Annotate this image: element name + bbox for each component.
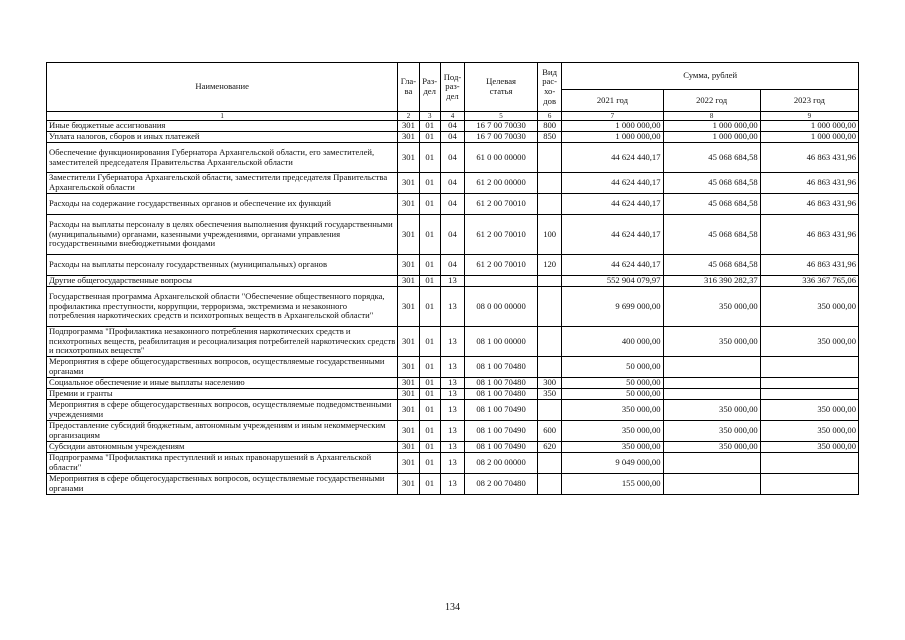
row-subsection: 04 (440, 121, 464, 132)
row-name: Подпрограмма "Профилактика преступлений и иных правонарушений в Архангельской области" (47, 453, 398, 474)
table-row (47, 442, 859, 453)
row-subsection: 13 (440, 327, 464, 357)
row-sum-2023 (760, 474, 858, 495)
row-target-article: 61 2 00 00000 (465, 173, 538, 194)
row-expense-type: 300 (538, 378, 562, 389)
row-sum-2023 (760, 378, 858, 389)
row-subsection: 13 (440, 442, 464, 453)
row-chapter: 301 (398, 173, 419, 194)
row-section: 01 (419, 287, 440, 327)
row-sum-2022: 316 390 282,37 (663, 276, 760, 287)
row-subsection: 13 (440, 400, 464, 421)
row-name: Субсидии автономным учреждениям (47, 442, 398, 453)
row-section: 01 (419, 276, 440, 287)
row-chapter: 301 (398, 453, 419, 474)
row-section: 01 (419, 453, 440, 474)
row-name: Иные бюджетные ассигнования (47, 121, 398, 132)
row-target-article: 08 1 00 00000 (465, 327, 538, 357)
row-name: Уплата налогов, сборов и иных платежей (47, 132, 398, 143)
row-target-article: 61 2 00 70010 (465, 194, 538, 215)
row-sum-2021: 9 699 000,00 (562, 287, 663, 327)
row-sum-2023: 1 000 000,00 (760, 132, 858, 143)
column-number: 9 (760, 112, 858, 121)
row-expense-type (538, 173, 562, 194)
row-sum-2021: 50 000,00 (562, 378, 663, 389)
row-name: Подпрограмма "Профилактика незаконного потребления наркотических средств и психотропных веществ, реабилитация и ресоциализация потребителей наркотических средств и психотропных веществ" (47, 327, 398, 357)
row-sum-2022 (663, 453, 760, 474)
row-subsection: 04 (440, 143, 464, 173)
row-sum-2023: 350 000,00 (760, 287, 858, 327)
row-sum-2022 (663, 474, 760, 495)
row-sum-2021: 350 000,00 (562, 442, 663, 453)
row-subsection: 04 (440, 194, 464, 215)
table-row (47, 357, 859, 378)
row-subsection: 13 (440, 421, 464, 442)
table-row (47, 453, 859, 474)
header-target: Целевая статья (465, 63, 538, 112)
table-row (47, 474, 859, 495)
header-section: Раз- дел (419, 63, 440, 112)
row-sum-2022: 350 000,00 (663, 400, 760, 421)
header-chapter: Гла- ва (398, 63, 419, 112)
row-section: 01 (419, 255, 440, 276)
row-sum-2022 (663, 378, 760, 389)
row-sum-2023: 336 367 765,06 (760, 276, 858, 287)
header-type: Вид рас- хо- дов (538, 63, 562, 112)
row-sum-2023: 1 000 000,00 (760, 121, 858, 132)
row-chapter: 301 (398, 400, 419, 421)
row-subsection: 13 (440, 276, 464, 287)
row-subsection: 13 (440, 474, 464, 495)
row-chapter: 301 (398, 474, 419, 495)
row-chapter: 301 (398, 421, 419, 442)
row-section: 01 (419, 421, 440, 442)
row-sum-2022: 45 068 684,58 (663, 194, 760, 215)
table-row (47, 143, 859, 173)
row-name: Мероприятия в сфере общегосударственных вопросов, осуществляемые государственными органами (47, 474, 398, 495)
column-number: 7 (562, 112, 663, 121)
row-chapter: 301 (398, 442, 419, 453)
row-target-article: 08 1 00 70480 (465, 357, 538, 378)
row-subsection: 13 (440, 389, 464, 400)
row-name: Расходы на содержание государственных органов и обеспечение их функций (47, 194, 398, 215)
row-sum-2023: 350 000,00 (760, 442, 858, 453)
row-section: 01 (419, 357, 440, 378)
column-number: 4 (440, 112, 464, 121)
row-section: 01 (419, 132, 440, 143)
row-expense-type (538, 474, 562, 495)
row-sum-2022: 45 068 684,58 (663, 255, 760, 276)
header-name: Наименование (47, 63, 398, 112)
row-expense-type: 850 (538, 132, 562, 143)
row-sum-2023: 46 863 431,96 (760, 173, 858, 194)
row-sum-2021: 44 624 440,17 (562, 143, 663, 173)
row-sum-2021: 400 000,00 (562, 327, 663, 357)
row-expense-type (538, 194, 562, 215)
row-sum-2022: 45 068 684,58 (663, 215, 760, 255)
table-row (47, 287, 859, 327)
row-sum-2021: 9 049 000,00 (562, 453, 663, 474)
row-section: 01 (419, 327, 440, 357)
row-expense-type (538, 287, 562, 327)
row-target-article: 16 7 00 70030 (465, 121, 538, 132)
row-expense-type: 620 (538, 442, 562, 453)
row-sum-2022: 350 000,00 (663, 421, 760, 442)
row-subsection: 04 (440, 255, 464, 276)
row-name: Премии и гранты (47, 389, 398, 400)
row-chapter: 301 (398, 215, 419, 255)
row-sum-2021: 155 000,00 (562, 474, 663, 495)
row-target-article: 08 2 00 00000 (465, 453, 538, 474)
row-target-article: 08 1 00 70480 (465, 389, 538, 400)
row-section: 01 (419, 143, 440, 173)
row-target-article: 08 1 00 70480 (465, 378, 538, 389)
row-sum-2021: 1 000 000,00 (562, 132, 663, 143)
row-name: Обеспечение функционирования Губернатора Архангельской области, его заместителей, заместителей председателя Правительства Архангельской области (47, 143, 398, 173)
row-sum-2023: 350 000,00 (760, 327, 858, 357)
row-sum-2023: 46 863 431,96 (760, 194, 858, 215)
row-section: 01 (419, 474, 440, 495)
row-subsection: 04 (440, 215, 464, 255)
row-chapter: 301 (398, 255, 419, 276)
row-chapter: 301 (398, 143, 419, 173)
column-number: 8 (663, 112, 760, 121)
row-target-article: 08 1 00 70490 (465, 421, 538, 442)
row-target-article (465, 276, 538, 287)
row-name: Заместители Губернатора Архангельской области, заместители председателя Правительства Архангельской области (47, 173, 398, 194)
row-target-article: 61 2 00 70010 (465, 215, 538, 255)
row-section: 01 (419, 194, 440, 215)
row-sum-2021: 552 904 079,97 (562, 276, 663, 287)
row-target-article: 61 2 00 70010 (465, 255, 538, 276)
row-target-article: 08 0 00 00000 (465, 287, 538, 327)
row-name: Мероприятия в сфере общегосударственных вопросов, осуществляемые государственными органами (47, 357, 398, 378)
row-expense-type: 800 (538, 121, 562, 132)
row-sum-2022: 45 068 684,58 (663, 173, 760, 194)
row-sum-2021: 44 624 440,17 (562, 173, 663, 194)
row-expense-type (538, 143, 562, 173)
row-sum-2022: 350 000,00 (663, 442, 760, 453)
row-expense-type (538, 357, 562, 378)
row-subsection: 13 (440, 357, 464, 378)
table-row (47, 276, 859, 287)
row-name: Мероприятия в сфере общегосударственных вопросов, осуществляемые подведомственными учреждениями (47, 400, 398, 421)
row-sum-2021: 44 624 440,17 (562, 194, 663, 215)
row-subsection: 04 (440, 173, 464, 194)
row-section: 01 (419, 173, 440, 194)
row-chapter: 301 (398, 327, 419, 357)
row-subsection: 13 (440, 453, 464, 474)
row-sum-2021: 350 000,00 (562, 421, 663, 442)
row-name: Социальное обеспечение и иные выплаты населению (47, 378, 398, 389)
row-expense-type: 100 (538, 215, 562, 255)
column-number: 3 (419, 112, 440, 121)
row-chapter: 301 (398, 276, 419, 287)
column-number: 2 (398, 112, 419, 121)
row-sum-2022: 350 000,00 (663, 287, 760, 327)
row-section: 01 (419, 121, 440, 132)
budget-table (46, 62, 859, 495)
row-subsection: 13 (440, 378, 464, 389)
row-sum-2022 (663, 357, 760, 378)
row-subsection: 13 (440, 287, 464, 327)
row-target-article: 61 0 00 00000 (465, 143, 538, 173)
row-name: Расходы на выплаты персоналу в целях обеспечения выполнения функций государственными (муниципальными) органами, казенными учреждениями, органами управления государственными внебюджетными фондами (47, 215, 398, 255)
table-row (47, 121, 859, 132)
row-name: Другие общегосударственные вопросы (47, 276, 398, 287)
table-row (47, 194, 859, 215)
table-row (47, 378, 859, 389)
row-sum-2022: 1 000 000,00 (663, 121, 760, 132)
table-row (47, 421, 859, 442)
row-sum-2021: 44 624 440,17 (562, 215, 663, 255)
page-number: 134 (445, 602, 460, 613)
row-chapter: 301 (398, 121, 419, 132)
row-expense-type: 600 (538, 421, 562, 442)
row-expense-type (538, 400, 562, 421)
row-sum-2023: 350 000,00 (760, 421, 858, 442)
row-sum-2021: 50 000,00 (562, 357, 663, 378)
row-sum-2022: 350 000,00 (663, 327, 760, 357)
row-section: 01 (419, 400, 440, 421)
header-subsection: Под- раз- дел (440, 63, 464, 112)
row-expense-type (538, 453, 562, 474)
row-sum-2022: 1 000 000,00 (663, 132, 760, 143)
row-subsection: 04 (440, 132, 464, 143)
row-expense-type: 120 (538, 255, 562, 276)
row-sum-2023: 46 863 431,96 (760, 215, 858, 255)
row-section: 01 (419, 442, 440, 453)
row-sum-2023: 46 863 431,96 (760, 255, 858, 276)
row-chapter: 301 (398, 194, 419, 215)
row-sum-2022: 45 068 684,58 (663, 143, 760, 173)
row-sum-2023 (760, 389, 858, 400)
row-name: Государственная программа Архангельской области "Обеспечение общественного порядка, профилактика преступности, коррупции, терроризма, экстремизма и незаконного потребления наркотических средств и психотропных веществ в Архангельской области" (47, 287, 398, 327)
table-body (47, 121, 859, 495)
table-row (47, 215, 859, 255)
row-sum-2023 (760, 453, 858, 474)
row-sum-2021: 1 000 000,00 (562, 121, 663, 132)
row-expense-type (538, 276, 562, 287)
row-sum-2021: 50 000,00 (562, 389, 663, 400)
column-number: 1 (47, 112, 398, 121)
table-row (47, 400, 859, 421)
table-row (47, 327, 859, 357)
header-year-2023: 2023 год (760, 90, 858, 112)
row-section: 01 (419, 389, 440, 400)
header-sum: Сумма, рублей (562, 63, 859, 90)
row-sum-2022 (663, 389, 760, 400)
row-sum-2023: 350 000,00 (760, 400, 858, 421)
row-sum-2021: 44 624 440,17 (562, 255, 663, 276)
header-year-2022: 2022 год (663, 90, 760, 112)
row-target-article: 16 7 00 70030 (465, 132, 538, 143)
row-section: 01 (419, 215, 440, 255)
row-target-article: 08 2 00 70480 (465, 474, 538, 495)
row-sum-2021: 350 000,00 (562, 400, 663, 421)
row-name: Расходы на выплаты персоналу государственных (муниципальных) органов (47, 255, 398, 276)
row-name: Предоставление субсидий бюджетным, автономным учреждениям и иным некоммерческим организациям (47, 421, 398, 442)
row-chapter: 301 (398, 378, 419, 389)
table-row (47, 173, 859, 194)
row-target-article: 08 1 00 70490 (465, 442, 538, 453)
row-expense-type: 350 (538, 389, 562, 400)
table-row (47, 255, 859, 276)
row-expense-type (538, 327, 562, 357)
column-number: 6 (538, 112, 562, 121)
row-section: 01 (419, 378, 440, 389)
column-number: 5 (465, 112, 538, 121)
row-chapter: 301 (398, 357, 419, 378)
row-chapter: 301 (398, 287, 419, 327)
table-row (47, 132, 859, 143)
row-target-article: 08 1 00 70490 (465, 400, 538, 421)
table-row (47, 389, 859, 400)
row-sum-2023 (760, 357, 858, 378)
row-chapter: 301 (398, 132, 419, 143)
row-chapter: 301 (398, 389, 419, 400)
header-year-2021: 2021 год (562, 90, 663, 112)
row-sum-2023: 46 863 431,96 (760, 143, 858, 173)
